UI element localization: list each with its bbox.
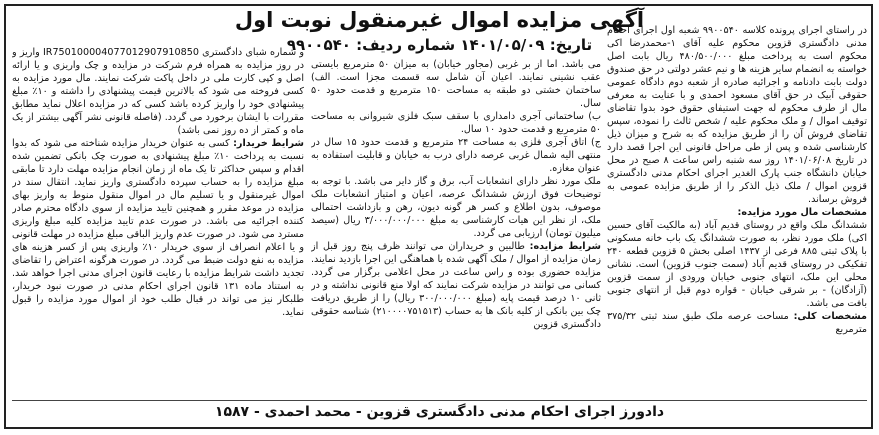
- page-title: آگهی مزایده اموال غیرمنقول نوبت اول: [234, 8, 645, 32]
- room-paragraph: ج) اتاق آجری فلزی به مساحت ۲۴ مترمربع و قدمت حدود ۱۵ سال در منتهی الیه شمال غربی عرصه دارای درب به خیابان و قابلیت استفاده به عنوان مغازه.: [311, 137, 601, 174]
- signature-line: دادورز اجرای احکام مدنی دادگستری قزوین - محمد احمدی - ۱۵۸۷: [214, 404, 665, 420]
- auction-terms-text: طالبین و خریداران می توانند ظرف پنج روز قبل از زمان مزایده از اموال / ملک آگهی شده با هماهنگی این اجرا بازدید نمایند. مزایده حضوری بوده و راس ساعت در محل اعلامی برگزار می گردد. کسانی می توانند در مزایده شرکت نمایند که اولا منع قانونی نداشته و در ثانی ۱۰ درصد قیمت پایه (مبلغ ۳۰۰/۰۰۰/۰۰۰ ریال) را از طریق دریافت چک بین بانکی از کلیه بانک ها به حساب (۲۱۰۰۰۰۷۵۱۵۱۳) شناسه حقوقی دادگستری قزوین: [311, 241, 601, 330]
- intro-paragraph: در راستای اجرای پرونده کلاسه ۹۹۰۰۵۴۰ شعبه اول اجرای احکام مدنی دادگستری قزوین محکوم علیه آقای ۱-محمدرضا اکی محکوم است به پرداخت مبلغ ۴۸۰/۵۰۰/۰۰۰ ریال بابت اصل خواسته به انضمام سایر هزینه ها و نیم عشر دولتی در حق صندوق دولت بابت دادنامه و اجرائیه صادره از شعبه دوم دادگاه عمومی حقوقی آبیک در حق آقای مسعود احمدی و با عنایت به معرفی مال از طرف محکوم له جهت استیفای حقوق خود بدوا تقاضای توقیف اموال / و ملک محکوم علیه / شخص ثالث را نموده، سپس تقاضای فروش آن را از طریق مزایده که به شرح و میزان ذیل کارشناسی شده و پس از طی مراحل قانونی این اجرا قصد دارد در تاریخ ۱۴۰۱/۰۶/۰۸ روز سه شنبه راس ساعت ۸ صبح در محل خیابان دانشگاه جنب پارک الغدیر اجرای احکام مدنی دادگستری قزوین اموال / ملک ذیل الذکر را از طریق مزایده عمومی به فروش برساند.: [607, 25, 867, 205]
- payment-paragraph: و شماره شبای دادگستری IR750100004077012907910850 واریز و در روز مزایده به همراه فرم شرکت در مزایده و چک واریزی و یا ارائه اصل و کپی کارت ملی در داخل پاکت شرکت نمایند. مال مورد مزایده به کسی فروخته می شود که بالاترین قیمت پیشنهادی را داشته و ۱۰٪ مبلغ پیشنهادی خود را واریز کرده باشد کسی که در مزایده اعلال نماید مطابق مقررات با ایشان برخورد می گردد. (فاصله قانونی نشر آگهی بیشتر از یک ماه و کمتر از ده روز نمی باشد): [12, 47, 304, 136]
- property-specs-paragraph: ششدانگ ملک واقع در روستای قدیم آباد (به مالکیت آقای حسین اکی) ملک مورد نظر، به صورت ششدانگ یک باب خانه مسکونی با پلاک ثبتی ۸۸۵ فرعی از ۱۴۳۷ اصلی بخش ۵ قزوین قطعه ۲۴۰ تفکیکی در روستای قدیم آباد (سمت جنوب قزوین) است. نشانی محلی این ملک، انتهای جنوبی خیابان ورودی از سمت قزوین (آزادگان) - بر شرقی خیابان - قواره دوم قبل از انتهای جنوبی بافت می باشد.: [607, 220, 867, 309]
- general-specs-text: مساحت عرصه ملک طبق سند ثبتی ۳۷۵/۳۲ مترمربع: [607, 311, 867, 335]
- buyer-terms-heading: شرایط خریدار:: [233, 138, 304, 149]
- buildings-paragraph: می باشد. اما از بر غربی (مجاور خیابان) به میزان ۵۰ مترمربع بایستی عقب نشینی نمایند. اعیان آن شامل سه قسمت مجزا است. الف) ساختمان خشتی دو طبقه به مساحت ۱۵۰ مترمربع و قدمت حدود ۵۰ سال.: [311, 59, 601, 109]
- livestock-building-paragraph: ب) ساختمانی آجری دامداری با سقف سبک فلزی شیروانی به مساحت ۵۰ مترمربع و قدمت حدود ۱۰ سال.: [311, 111, 601, 135]
- column-left: [12, 46, 304, 376]
- valuation-paragraph: ملک مورد نظر دارای انشعابات آب، برق و گاز دایر می باشد. با توجه به توضیحات فوق ارزش ششدانگ عرصه، اعیان و امتیاز انشعابات ملک موصوف، بدون اطلاع و کسر هر گونه دیون، رهن و بازداشت احتمالی ملک، از نظر این هیات کارشناسی به مبلغ ۳/۰۰۰/۰۰۰/۰۰۰ ریال (سیصد میلیون تومان) ارزیابی می گردد.: [311, 176, 601, 239]
- footer-divider: [12, 400, 867, 401]
- general-specs-heading: مشخصات کلی:: [793, 311, 867, 322]
- property-specs-heading: مشخصات مال مورد مزایده:: [737, 207, 867, 218]
- buyer-terms-text: کسی به عنوان خریدار مزایده شناخته می شود که بدوا نسبت به پرداخت ۱۰٪ مبلغ پیشنهادی به صورت چک بانکی تضمین شده اقدام و سپس حداکثر تا یک ماه از زمان انجام مزایده مهلت دارد تا مابقی مبلغ مزایده را به حساب سپرده دادگستری واریز نماید. انتقال سند در اموال غیرمنقول و یا تسلیم مال در اموال منقول منوط به واریز بهای مزایده در موعد مقرر و همچنین تایید مزایده از سوی دادگاه محترم صادر کننده اجرائیه می باشد. در صورت عدم تایید مزایده کلیه مبلغ واریزی مسترد می شود. در صورت عدم واریز الباقی مبلغ مزایده در مهلت قانونی و یا اعلام انصراف از سوی خریدار ۱۰٪ واریزی پس از کسر هزینه های مزایده به نفع دولت ضبط می گردد. در صورت هرگونه اعتراض را تقاضای تجدید داشت شرایط مزایده با رعایت قانون اجرای مدنی اجرا خواهد شد. به استناد ماده ۱۳۱ قانون اجرای احکام مدنی در صورت نبود خریدار، طلبکار نیز می تواند در قبال طلب خود از اموال مورد مزایده را قبول نماید.: [12, 138, 304, 318]
- auction-terms-heading: شرایط مزایده:: [529, 241, 601, 252]
- column-right: [607, 24, 867, 362]
- date-and-row-number: تاریخ: ۱۴۰۱/۰۵/۰۹ شماره ردیف: ۹۹۰۰۵۴۰: [286, 36, 593, 54]
- column-middle: [311, 58, 601, 380]
